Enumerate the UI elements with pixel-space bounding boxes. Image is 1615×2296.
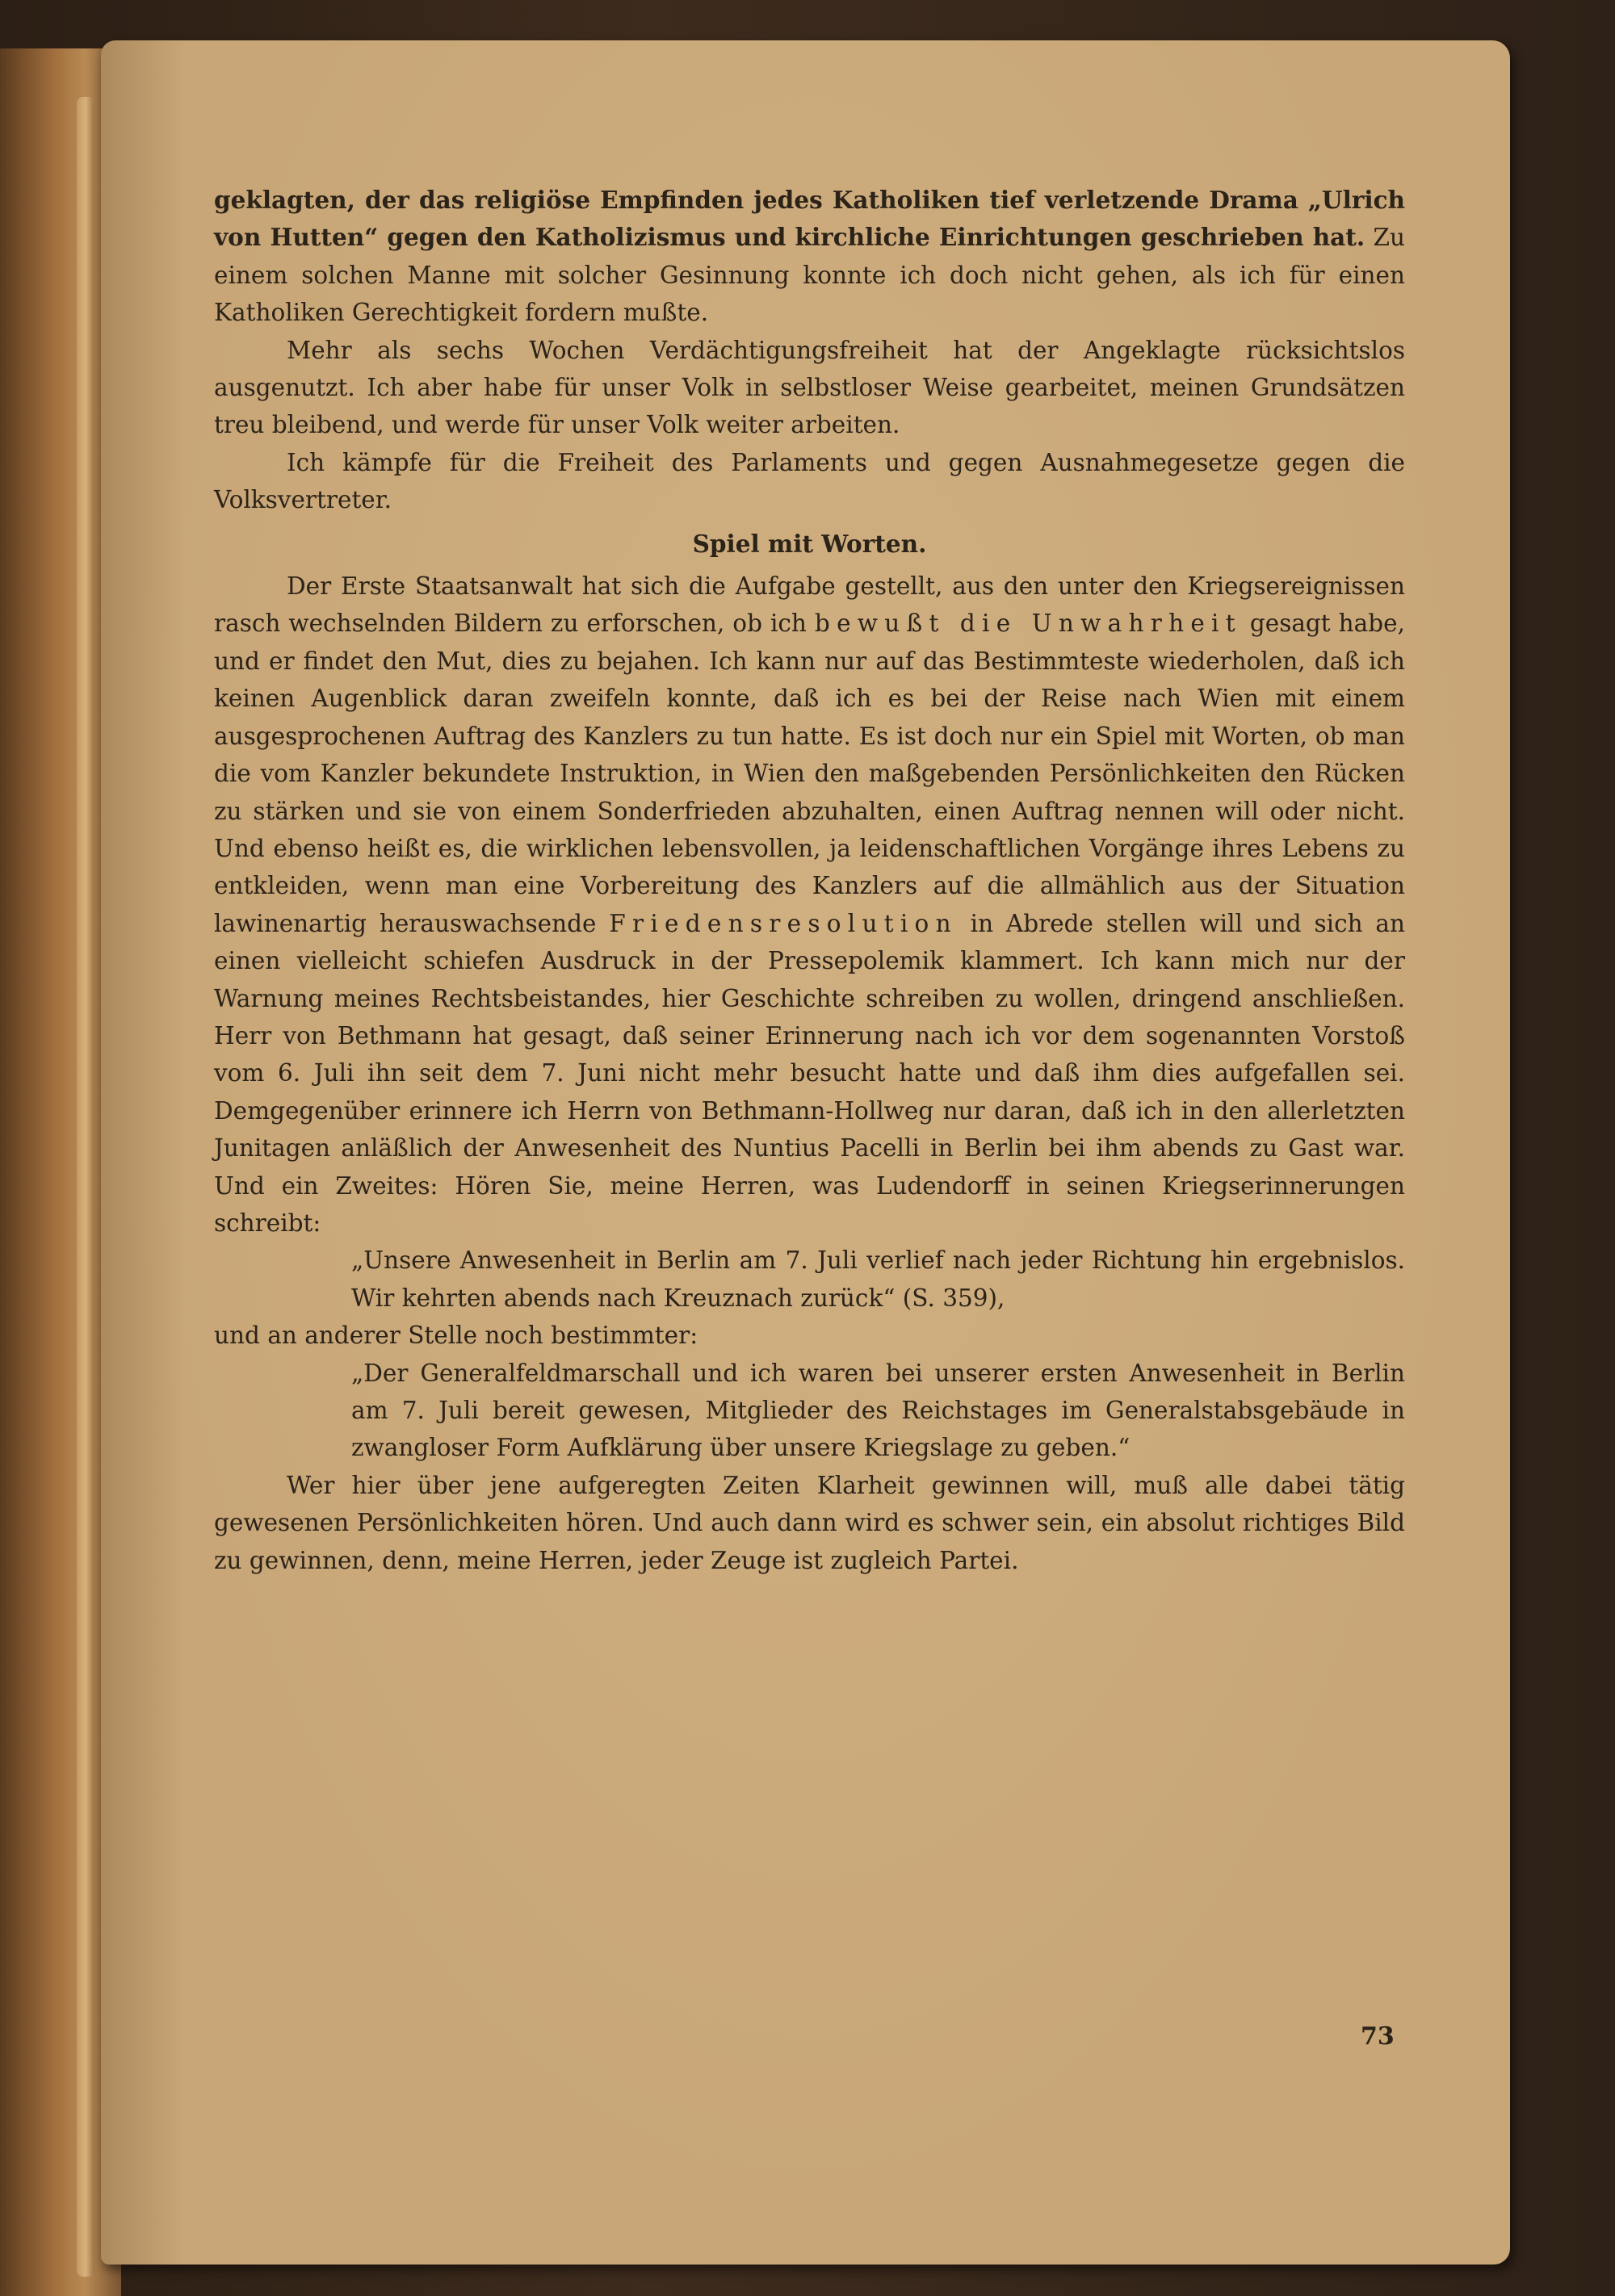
paragraph-4-part-3: in Abrede stellen will und sich an einen vielleicht schiefen Ausdruck in der Pressepolemik klammert. Ich kann mich nur der Warnung meines Rechtsbeistandes, hier Geschichte schreiben zu wollen, dringend anschließen. Herr von Bethmann hat gesagt, daß seiner Erinnerung nach ich vor dem sogenannten Vorstoß vom 6. Juli ihn seit dem 7. Juni nicht mehr besucht hatte und daß ihm dies aufgefallen sei. Demgegenüber erinnere ich Herrn von Bethmann-Hollweg nur daran, daß ich in den allerletzten Junitagen anläßlich der Anwesenheit des Nuntius Pacelli in Berlin bei ihm abends zu Gast war. Und ein Zweites: Hören Sie, meine Herren, was Ludendorff in seinen Kriegserinnerungen schreibt: xyxy=(214,909,1405,1237)
page-text-block xyxy=(214,182,1405,1579)
paragraph-1-rest: Zu einem solchen Manne mit solcher Gesinnung konnte ich doch nicht gehen, als ich für einen Katholiken Gerechtigkeit fordern mußte. xyxy=(214,224,1405,327)
page-number: 73 xyxy=(1361,2022,1395,2051)
emphasis-bewusst-unwahrheit: bewußt die Unwahrheit xyxy=(814,610,1242,638)
paragraph-4-part-2: gesagt habe, und er findet den Mut, dies zu bejahen. Ich kann nur auf das Bestimmteste wiederholen, daß ich keinen Augenblick daran zweifeln konnte, daß ich es bei der Reise nach Wien mit einem ausgesprochenen Auftrag des Kanzlers zu tun hatte. Es ist doch nur ein Spiel mit Worten, ob man die vom Kanzler bekundete Instruktion, in Wien den maßgebenden Persönlichkeiten den Rücken zu stärken und sie von einem Sonderfrieden abzuhalten, einen Auftrag nennen will oder nicht. Und ebenso heißt es, die wirklichen lebensvollen, ja leidenschaftlichen Vorgänge ihres Lebens zu entkleiden, wenn man eine Vorbereitung des Kanzlers auf die allmählich aus der Situation lawinenartig herauswachsende xyxy=(214,610,1405,937)
connector-line: und an anderer Stelle noch bestimmter: xyxy=(214,1322,698,1350)
emphasis-friedensresolution: Friedensresolution xyxy=(609,909,958,937)
paragraph-5: Wer hier über jene aufgeregten Zeiten Klarheit gewinnen will, muß alle dabei tätig gewesenen Persönlichkeiten hören. Und auch dann wird es schwer sein, ein absolut richtiges Bild zu gewinnen, denn, meine Herren, jeder Zeuge ist zugleich Partei. xyxy=(214,1471,1405,1574)
book-spine-edge xyxy=(77,97,94,2277)
quote-1: „Unsere Anwesenheit in Berlin am 7. Juli verlief nach jeder Richtung hin ergebnislos. Wir kehrten abends nach Kreuznach zurück“ (S. 359), xyxy=(351,1246,1405,1312)
paragraph-4-part-1: Der Erste Staatsanwalt hat sich die Aufgabe gestellt, aus den unter den Kriegsereignissen rasch wechselnden Bildern zu erforschen, ob ich xyxy=(214,572,1405,638)
book-page xyxy=(101,40,1510,2265)
paragraph-1 xyxy=(214,182,1405,332)
paragraph-3: Ich kämpfe für die Freiheit des Parlaments und gegen Ausnahmegesetze gegen die Volksvertreter. xyxy=(214,448,1405,514)
paragraph-2: Mehr als sechs Wochen Verdächtigungsfreiheit hat der Angeklagte rücksichtslos ausgenutzt. Ich aber habe für unser Volk in selbstloser Weise gearbeitet, meinen Grundsätzen treu bleibend, und werde für unser Volk weiter arbeiten. xyxy=(214,336,1405,439)
quote-2: „Der Generalfeldmarschall und ich waren bei unserer ersten Anwesenheit in Berlin am 7. Juli bereit gewesen, Mitglieder des Reichstages im Generalstabsgebäude in zwangloser Form Aufklärung über unsere Kriegslage zu geben.“ xyxy=(351,1359,1405,1462)
paragraph-4 xyxy=(214,568,1405,1242)
paragraph-1-bold: geklagten, der das religiöse Empfinden jedes Katholiken tief verletzende Drama „Ulrich von Hutten“ gegen den Katholizismus und kirchliche Einrichtungen geschrieben hat. xyxy=(214,186,1405,252)
section-heading: Spiel mit Worten. xyxy=(692,529,927,558)
